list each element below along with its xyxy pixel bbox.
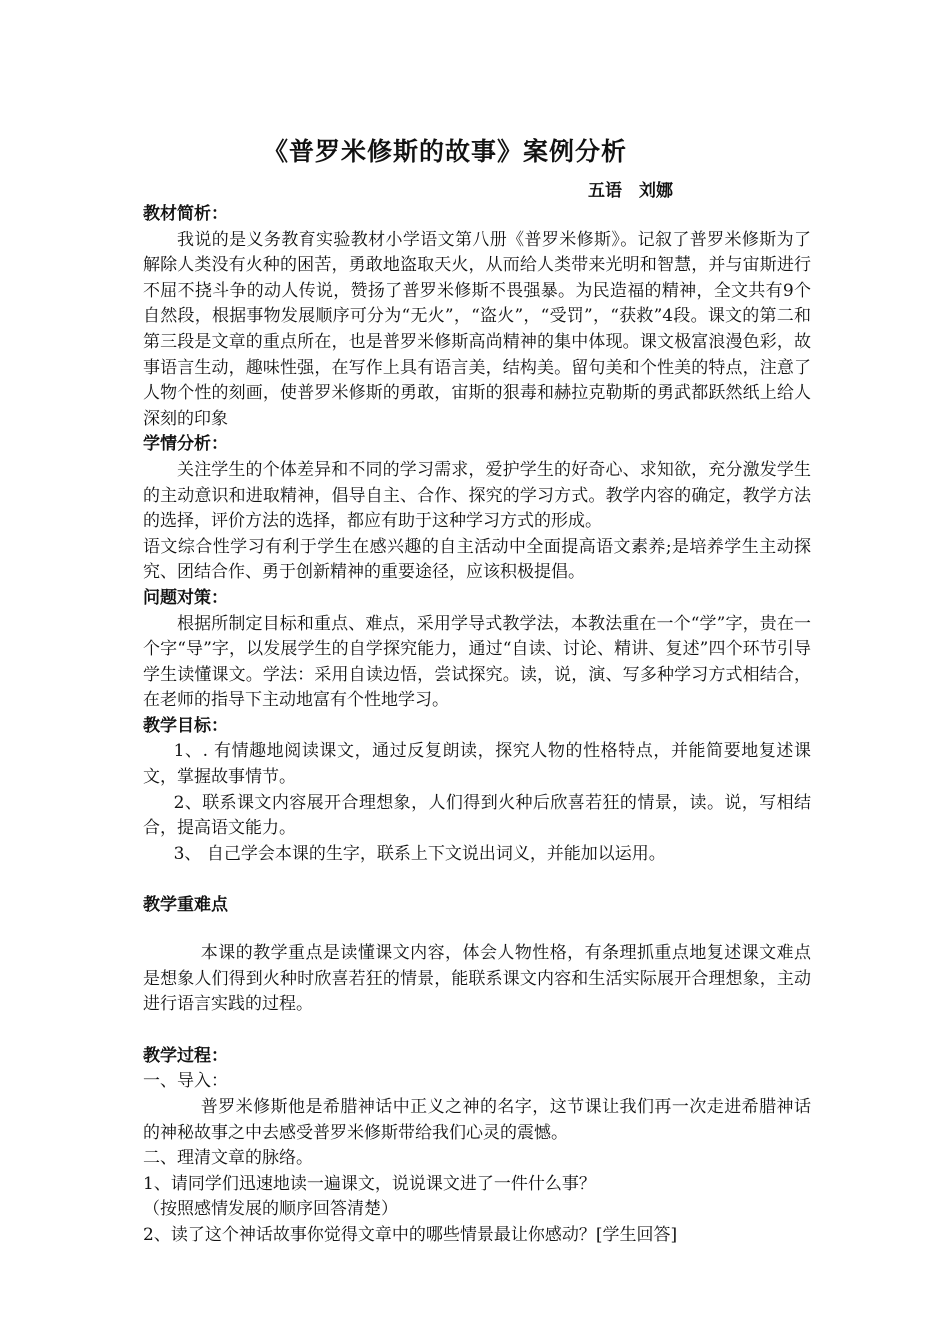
section-heading-material: 教材简析： bbox=[143, 204, 228, 224]
goal-item-3: 3、 自己学会本课的生字，联系上下文说出词义，并能加以运用。 bbox=[173, 843, 666, 864]
process-question-2: 2、读了这个神话故事你觉得文章中的哪些情景最让你感动？[学生回答] bbox=[143, 1224, 678, 1245]
goal-item-2: 2、联系课文内容展开合理想象，人们得到火种后欣喜若狂的情景，读。说，写相结合，提高语文能力。 bbox=[143, 792, 811, 839]
material-paragraph: 我说的是义务教育实验教材小学语文第八册《普罗米修斯》。记叙了普罗米修斯为了解除人类没有火种的困苦，勇敢地盗取天火，从而给人类带来光明和智慧，并与宙斯进行不屈不挠斗争的动人传说，赞扬了普罗米修斯不畏强暴。为民造福的精神，全文共有9个自然段，根据事物发展顺序可分为“无火”，“盗火”，“受罚”，“获救”4段。课文的第二和第三段是文章的重点所在，也是普罗米修斯高尚精神的集中体现。课文极富浪漫色彩，故事语言生动，趣味性强，在写作上具有语言美，结构美。留句美和个性美的特点，注意了人物个性的刻画，使普罗米修斯的勇敢，宙斯的狠毒和赫拉克勒斯的勇武都跃然纸上给人深刻的印象 bbox=[143, 229, 811, 429]
process-step-1-title: 一、导入： bbox=[143, 1071, 228, 1092]
section-heading-strategy: 问题对策： bbox=[143, 587, 228, 608]
section-heading-keypoints: 教学重难点 bbox=[143, 895, 228, 916]
section-heading-process: 教学过程： bbox=[143, 1045, 228, 1066]
spacer bbox=[143, 867, 811, 893]
spacer bbox=[143, 919, 811, 941]
spacer bbox=[143, 1018, 811, 1044]
process-question-1: 1、请同学们迅速地读一遍课文，说说课文进了一件什么事？ bbox=[143, 1173, 596, 1194]
process-step-1-body: 普罗米修斯他是希腊神话中正义之神的名字，这节课让我们再一次走进希腊神话的神秘故事之中去感受普罗米修斯带给我们心灵的震憾。 bbox=[143, 1097, 811, 1143]
process-question-1-note: （按照感情发展的顺序回答清楚） bbox=[143, 1199, 398, 1220]
document-title: 《普罗米修斯的故事》案例分析 bbox=[262, 137, 627, 166]
students-paragraph-1: 关注学生的个体差异和不同的学习需求，爱护学生的好奇心、求知欲，充分激发学生的主动意识和进取精神，倡导自主、合作、探究的学习方式。教学内容的确定，教学方法的选择，评价方法的选择，都应有助于这种学习方式的形成。 bbox=[143, 459, 811, 532]
author-line: 五语 刘娜 bbox=[588, 181, 673, 201]
keypoints-paragraph: 本课的教学重点是读懂课文内容，体会人物性格，有条理抓重点地复述课文难点是想象人们得到火种时欣喜若狂的情景，能联系课文内容和生活实际展开合理想象，主动进行语言实践的过程。 bbox=[143, 943, 811, 1015]
document-body bbox=[143, 202, 811, 1249]
process-step-2-title: 二、理清文章的脉络。 bbox=[143, 1148, 313, 1169]
goal-item-1: 1、. 有情趣地阅读课文，通过反复朗读，探究人物的性格特点，并能简要地复述课文，掌握故事情节。 bbox=[143, 741, 811, 788]
section-heading-goals: 教学目标： bbox=[143, 715, 228, 736]
students-paragraph-2: 语文综合性学习有利于学生在感兴趣的自主活动中全面提高语文素养;是培养学生主动探究、团结合作、勇于创新精神的重要途径，应该积极提倡。 bbox=[143, 536, 811, 583]
section-heading-students: 学情分析： bbox=[143, 434, 228, 455]
strategy-paragraph: 根据所制定目标和重点、难点，采用学导式教学法，本教法重在一个“学”字，贵在一个字“导”字，以发展学生的自学探究能力，通过“自读、讨论、精讲、复述”四个环节引导学生读懂课文。学法：采用自读边悟，尝试探究。读，说，演、写多种学习方式相结合，在老师的指导下主动地富有个性地学习。 bbox=[143, 613, 811, 711]
